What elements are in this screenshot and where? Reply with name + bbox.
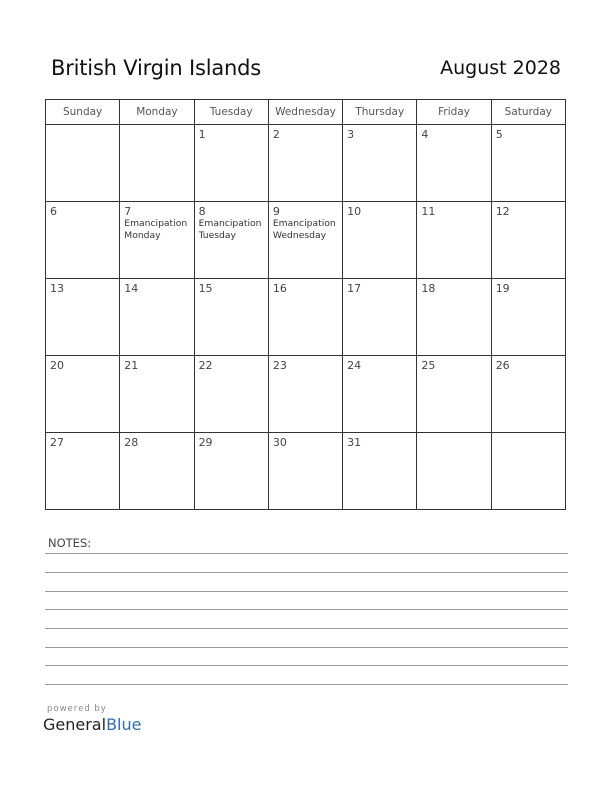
weekday-header: Monday — [120, 100, 194, 125]
notes-line — [45, 647, 568, 648]
day-cell — [268, 125, 342, 202]
day-number: 4 — [421, 128, 429, 141]
weekday-header: Wednesday — [268, 100, 342, 125]
brand-general-text: General — [43, 715, 107, 734]
day-cell — [417, 279, 491, 356]
weekday-header-row — [46, 100, 566, 125]
day-number: 1 — [198, 128, 206, 141]
day-cell — [268, 356, 342, 433]
weekday-header: Thursday — [343, 100, 417, 125]
day-number: 2 — [272, 128, 280, 141]
day-number: 5 — [495, 128, 503, 141]
day-number: 16 — [272, 282, 287, 295]
day-cell — [194, 125, 268, 202]
day-number: 15 — [198, 282, 213, 295]
day-number: 30 — [272, 436, 287, 449]
day-cell — [343, 125, 417, 202]
day-cell — [268, 433, 342, 510]
calendar-country-title: British Virgin Islands — [51, 56, 262, 80]
day-number: 14 — [124, 282, 139, 295]
notes-line — [45, 591, 568, 592]
notes-line — [45, 572, 568, 573]
day-cell — [417, 125, 491, 202]
day-cell — [46, 202, 120, 279]
holiday-label: Emancipation Monday — [124, 218, 188, 241]
day-cell — [194, 433, 268, 510]
day-cell — [491, 356, 565, 433]
day-cell — [46, 279, 120, 356]
notes-line — [45, 684, 568, 685]
calendar-grid — [45, 99, 566, 510]
day-number: 26 — [495, 359, 510, 372]
day-number: 28 — [124, 436, 139, 449]
brand-blue-text: Blue — [106, 715, 142, 734]
day-number: 12 — [495, 205, 510, 218]
day-number: 24 — [347, 359, 362, 372]
day-cell — [491, 125, 565, 202]
weekday-header: Sunday — [46, 100, 120, 125]
notes-line — [45, 628, 568, 629]
day-cell — [120, 279, 194, 356]
holiday-label: Emancipation Wednesday — [272, 218, 336, 241]
day-cell — [343, 202, 417, 279]
day-number: 25 — [421, 359, 436, 372]
day-number: 21 — [124, 359, 139, 372]
day-cell — [343, 356, 417, 433]
day-cell — [268, 202, 342, 279]
weekday-header: Tuesday — [194, 100, 268, 125]
day-number: 17 — [347, 282, 362, 295]
day-number: 11 — [421, 205, 436, 218]
day-cell — [194, 202, 268, 279]
day-number: 31 — [347, 436, 362, 449]
day-number: 13 — [50, 282, 64, 295]
day-number: 9 — [272, 205, 280, 218]
generalblue-logo — [43, 715, 141, 734]
day-number: 3 — [347, 128, 355, 141]
notes-line — [45, 553, 568, 554]
day-cell — [120, 202, 194, 279]
day-number: 19 — [495, 282, 510, 295]
day-cell — [343, 279, 417, 356]
day-cell — [491, 202, 565, 279]
day-number: 27 — [50, 436, 64, 449]
day-cell — [268, 279, 342, 356]
day-cell — [120, 433, 194, 510]
day-cell — [194, 279, 268, 356]
day-cell — [46, 433, 120, 510]
day-cell — [417, 433, 491, 510]
notes-line — [45, 665, 568, 666]
week-row — [46, 433, 566, 510]
calendar-month-title: August 2028 — [440, 57, 561, 79]
day-cell — [120, 356, 194, 433]
day-cell — [491, 279, 565, 356]
notes-label: NOTES: — [48, 536, 92, 550]
powered-by-text: powered by — [47, 704, 107, 714]
day-number: 8 — [198, 205, 206, 218]
day-number: 23 — [272, 359, 287, 372]
day-number: 18 — [421, 282, 436, 295]
week-row — [46, 356, 566, 433]
day-cell — [120, 125, 194, 202]
week-row — [46, 279, 566, 356]
day-number: 6 — [50, 205, 57, 218]
day-cell — [417, 202, 491, 279]
day-cell — [491, 433, 565, 510]
day-number: 22 — [198, 359, 213, 372]
day-cell — [343, 433, 417, 510]
notes-line — [45, 609, 568, 610]
day-cell — [194, 356, 268, 433]
week-row — [46, 202, 566, 279]
day-cell — [46, 125, 120, 202]
day-number: 20 — [50, 359, 64, 372]
week-row — [46, 125, 566, 202]
weekday-header: Saturday — [491, 100, 565, 125]
holiday-label: Emancipation Tuesday — [198, 218, 262, 241]
weekday-header: Friday — [417, 100, 491, 125]
day-cell — [417, 356, 491, 433]
day-cell — [46, 356, 120, 433]
day-number: 29 — [198, 436, 213, 449]
day-number: 10 — [347, 205, 362, 218]
day-number: 7 — [124, 205, 132, 218]
